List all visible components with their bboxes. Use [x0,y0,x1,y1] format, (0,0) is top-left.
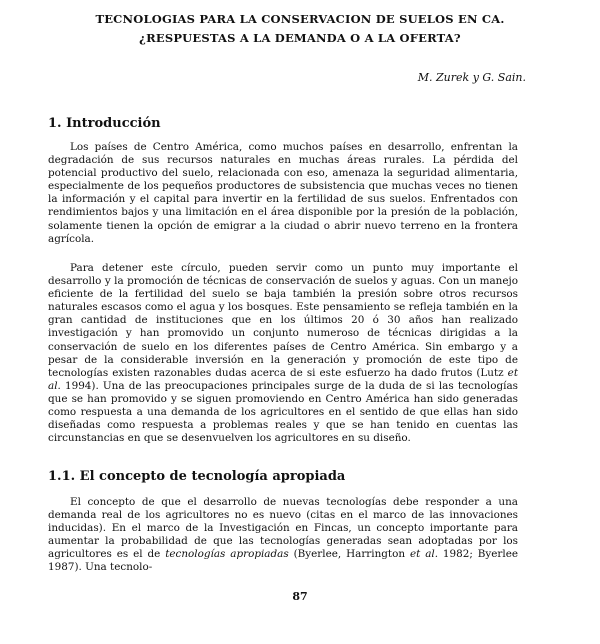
concept-paragraph-part-a: El concepto de que el desarrollo de nuevas tecnologías debe responder a una demanda real de los agricultores no es nuevo (citas en el marco de las innovaciones inducidas). En el marco de la Investigación en Fincas, un concepto importante para aumentar la probabilidad de que las tecnologías generadas sean adoptadas por los agricultores es el de [48,496,518,561]
intro-paragraph-2-part-a: Para detener este círculo, pueden servir como un punto muy importante el desarrollo y la promoción de técnicas de conservación de suelos y aguas. Con un manejo eficiente de la fertilidad del suelo se baja también la presión sobre otros recursos naturales escasos como el agua y los bosques. Este pensamiento se refleja también en la gran cantidad de instituciones que en los últimos 20 ó 30 años han realizado investigación y han promovido un conjunto numeroso de técnicas dirigidas a la conservación de suelo en los diferentes países de Centro América. Sin embargo y a pesar de la considerable inversión en la generación y promoción de este tipo de tecnologías existen razonables dudas acerca de si este esfuerzo ha dado frutos (Lutz [48,262,518,379]
page-number: 87 [292,590,308,603]
concept-paragraph-et-al: et al. [409,548,439,561]
section-1-heading: 1. Introducción [48,116,161,131]
section-1-1-heading: 1.1. El concepto de tecnología apropiada [48,469,346,484]
concept-paragraph-part-c: 1982; Byerlee 1987). Una tecnolo- [48,548,518,574]
authors: M. Zurek y G. Sain. [417,71,526,84]
intro-paragraph-2-part-b: . 1994). Una de las preocupaciones principales surge de la duda de si las tecnologías que se han promovido y se siguen promoviendo en Centro América han sido generadas como respuesta a una demanda de los agricultores en el sentido de que ellas han sido diseñadas como respuesta a problemas reales y que se han tenido en cuentas las circunstancias en que se desenvuelven los agricultores en su diseño. [48,379,518,445]
title-line-1: TECNOLOGIAS PARA LA CONSERVACION DE SUELOS EN CA. [95,12,505,26]
intro-paragraph-2 [48,262,518,445]
concept-paragraph [48,496,518,575]
concept-paragraph-italic-term: tecnologías apropiadas [165,548,289,561]
intro-paragraph-1: Los países de Centro América, como muchos países en desarrollo, enfrentan la degradación de sus recursos naturales en muchas áreas rurales. La pérdida del potencial productivo del suelo, relacionada con eso, amenaza la seguridad alimentaria, especialmente de los pequeños productores de subsistencia que muchas veces no tienen la información y el capital para invertir en la fertilidad de sus suelos. Enfrentados con rendimientos bajos y una limitación en el área disponible por la presión de la población, solamente tienen la opción de emigrar a la ciudad o abrir nuevo terreno en la frontera agrícola. [48,141,518,245]
title-line-2: ¿RESPUESTAS A LA DEMANDA O A LA OFERTA? [139,31,461,45]
concept-paragraph-part-b: (Byerlee, Harrington [288,548,410,561]
intro-paragraph-2-et-al: et al [48,366,518,392]
